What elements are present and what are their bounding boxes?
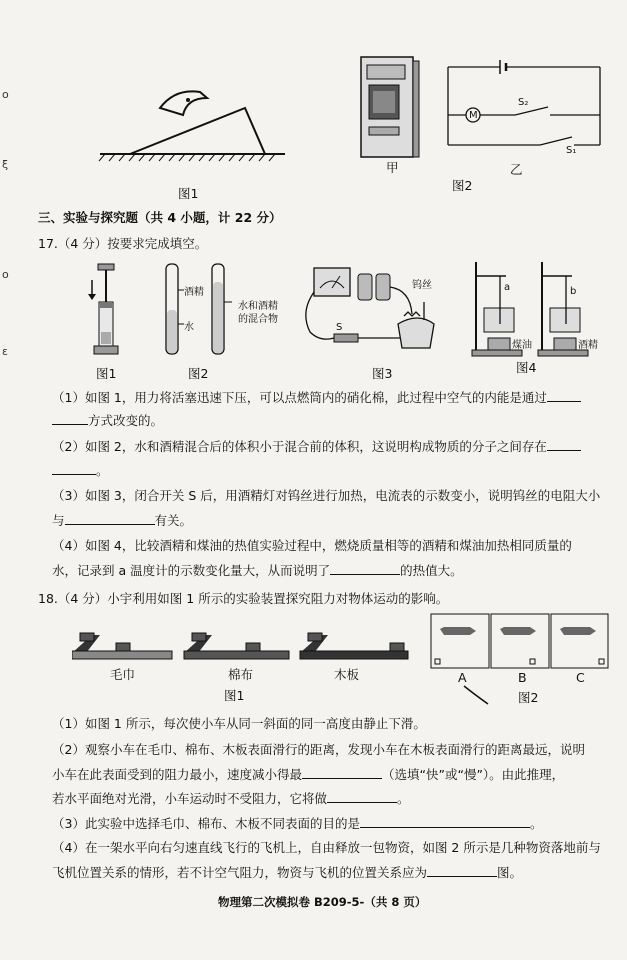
q17-fig3-caption: 图3 bbox=[372, 366, 393, 381]
margin-mark: o bbox=[2, 268, 9, 281]
q17-blank-4[interactable] bbox=[330, 562, 400, 575]
q17-fig4-caption: 图4 bbox=[516, 360, 537, 375]
q17-p3-line1: （3）如图 3，闭合开关 S 后，用酒精灯对钨丝进行加热，电流表的示数变小，说明钨丝的电阻大小 bbox=[52, 488, 601, 503]
label-kerosene: 煤油 bbox=[512, 340, 532, 351]
q18-p1: （1）如图 1 所示，每次使小车从同一斜面的同一高度由静止下滑。 bbox=[52, 716, 426, 731]
label-a: a bbox=[504, 282, 511, 293]
circuit-figure bbox=[440, 55, 615, 165]
option-b: B bbox=[518, 670, 527, 685]
q17-blank-2a[interactable] bbox=[547, 438, 581, 451]
q17-fig1-caption: 图1 bbox=[96, 366, 117, 381]
q17-p1-line1: （1）如图 1，用力将活塞迅速下压，可以点燃筒内的硝化棉，此过程中空气的内能是通过 bbox=[52, 389, 581, 406]
label-jia: 甲 bbox=[386, 160, 399, 175]
q17-fig2-caption: 图2 bbox=[188, 366, 209, 381]
q18-stem: 18.（4 分）小宇利用如图 1 所示的实验装置探究阻力对物体运动的影响。 bbox=[38, 591, 449, 606]
switch-s1-label: S₁ bbox=[566, 145, 577, 156]
q17-stem: 17.（4 分）按要求完成填空。 bbox=[38, 236, 208, 251]
fire-piston-figure bbox=[88, 262, 128, 362]
q17-p4-line1: （4）如图 4，比较酒精和煤油的热值实验过程中，燃烧质量相等的酒精和煤油加热相同质量的 bbox=[52, 538, 572, 553]
pen-stroke-mark bbox=[458, 680, 498, 710]
switch-s2-label: S₂ bbox=[518, 97, 529, 108]
surface-towel: 毛巾 bbox=[110, 667, 136, 682]
q18-p4-line1: （4）在一架水平向右匀速直线飞行的飞机上，自由释放一包物资，如图 2 所示是几种物资落地前与 bbox=[52, 840, 601, 855]
q17-blank-1a[interactable] bbox=[547, 389, 581, 402]
q17-p2-line2: 。 bbox=[52, 462, 109, 479]
q17-blank-2b[interactable] bbox=[52, 462, 96, 475]
q18-p3: （3）此实验中选择毛巾、棉布、木板不同表面的目的是 。 bbox=[52, 816, 543, 831]
q18-blank-3[interactable] bbox=[360, 815, 530, 828]
label-water: 水 bbox=[184, 322, 194, 333]
label-alcohol: 酒精 bbox=[184, 287, 204, 298]
ramps-figure bbox=[72, 625, 412, 665]
page-footer: 物理第二次模拟卷 B209-5-（共 8 页） bbox=[218, 895, 427, 909]
q18-fig1-caption: 图1 bbox=[224, 688, 245, 703]
label-switch-s: S bbox=[336, 322, 343, 333]
label-mix-2: 的混合物 bbox=[238, 314, 278, 325]
margin-mark: ξ bbox=[2, 158, 9, 171]
q18-p2-line3: 若水平面绝对光滑，小车运动时不受阻力，它将做 。 bbox=[52, 791, 410, 806]
q18-blank-4[interactable] bbox=[427, 864, 497, 877]
q18-p2-line2: 小车在此表面受到的阻力最小，速度减小得最 （选填“快”或“慢”）。由此推理， bbox=[52, 767, 565, 782]
q17-p4-line2: 水，记录到 a 温度计的示数变化量大，从而说明了 的热值大。 bbox=[52, 563, 463, 578]
section-heading: 三、实验与探究题（共 4 小题，计 22 分） bbox=[38, 210, 282, 225]
q17-p2-line1: （2）如图 2，水和酒精混合后的体积小于混合前的体积，这说明构成物质的分子之间存在 bbox=[52, 438, 581, 455]
q18-blank-2b[interactable] bbox=[327, 790, 397, 803]
airplane-panels-figure bbox=[430, 613, 610, 673]
mixing-tubes-figure bbox=[160, 262, 235, 362]
top-fig2-caption: 图2 bbox=[452, 178, 473, 193]
label-alcohol-fig4: 酒精 bbox=[578, 340, 598, 351]
q17-blank-3[interactable] bbox=[65, 512, 155, 525]
surface-cotton: 棉布 bbox=[228, 667, 254, 682]
surface-board: 木板 bbox=[334, 667, 360, 682]
motor-label: M bbox=[469, 110, 478, 121]
q18-p4-line2: 飞机位置关系的情形，若不计空气阻力，物资与飞机的位置关系应为 图。 bbox=[52, 865, 523, 880]
q18-p2-line1: （2）观察小车在毛巾、棉布、木板表面滑行的距离，发现小车在木板表面滑行的距离最远，说明 bbox=[52, 742, 585, 757]
q17-p3-line2: 与 有关。 bbox=[52, 513, 193, 528]
margin-mark: o bbox=[2, 88, 9, 101]
incline-figure bbox=[95, 60, 295, 170]
option-a: A bbox=[458, 670, 467, 685]
q17-blank-1b[interactable] bbox=[52, 412, 88, 425]
label-b: b bbox=[570, 286, 577, 297]
vending-machine-figure bbox=[355, 55, 425, 165]
q18-blank-2a[interactable] bbox=[302, 766, 382, 779]
q17-p1-line2: 方式改变的。 bbox=[52, 412, 163, 429]
option-c: C bbox=[576, 670, 585, 685]
label-mix-1: 水和酒精 bbox=[238, 301, 278, 312]
label-yi: 乙 bbox=[510, 162, 523, 177]
label-tungsten: 钨丝 bbox=[412, 280, 432, 291]
q18-fig2-caption: 图2 bbox=[518, 690, 539, 705]
top-fig1-caption: 图1 bbox=[178, 186, 199, 201]
margin-mark: ε bbox=[2, 345, 8, 358]
